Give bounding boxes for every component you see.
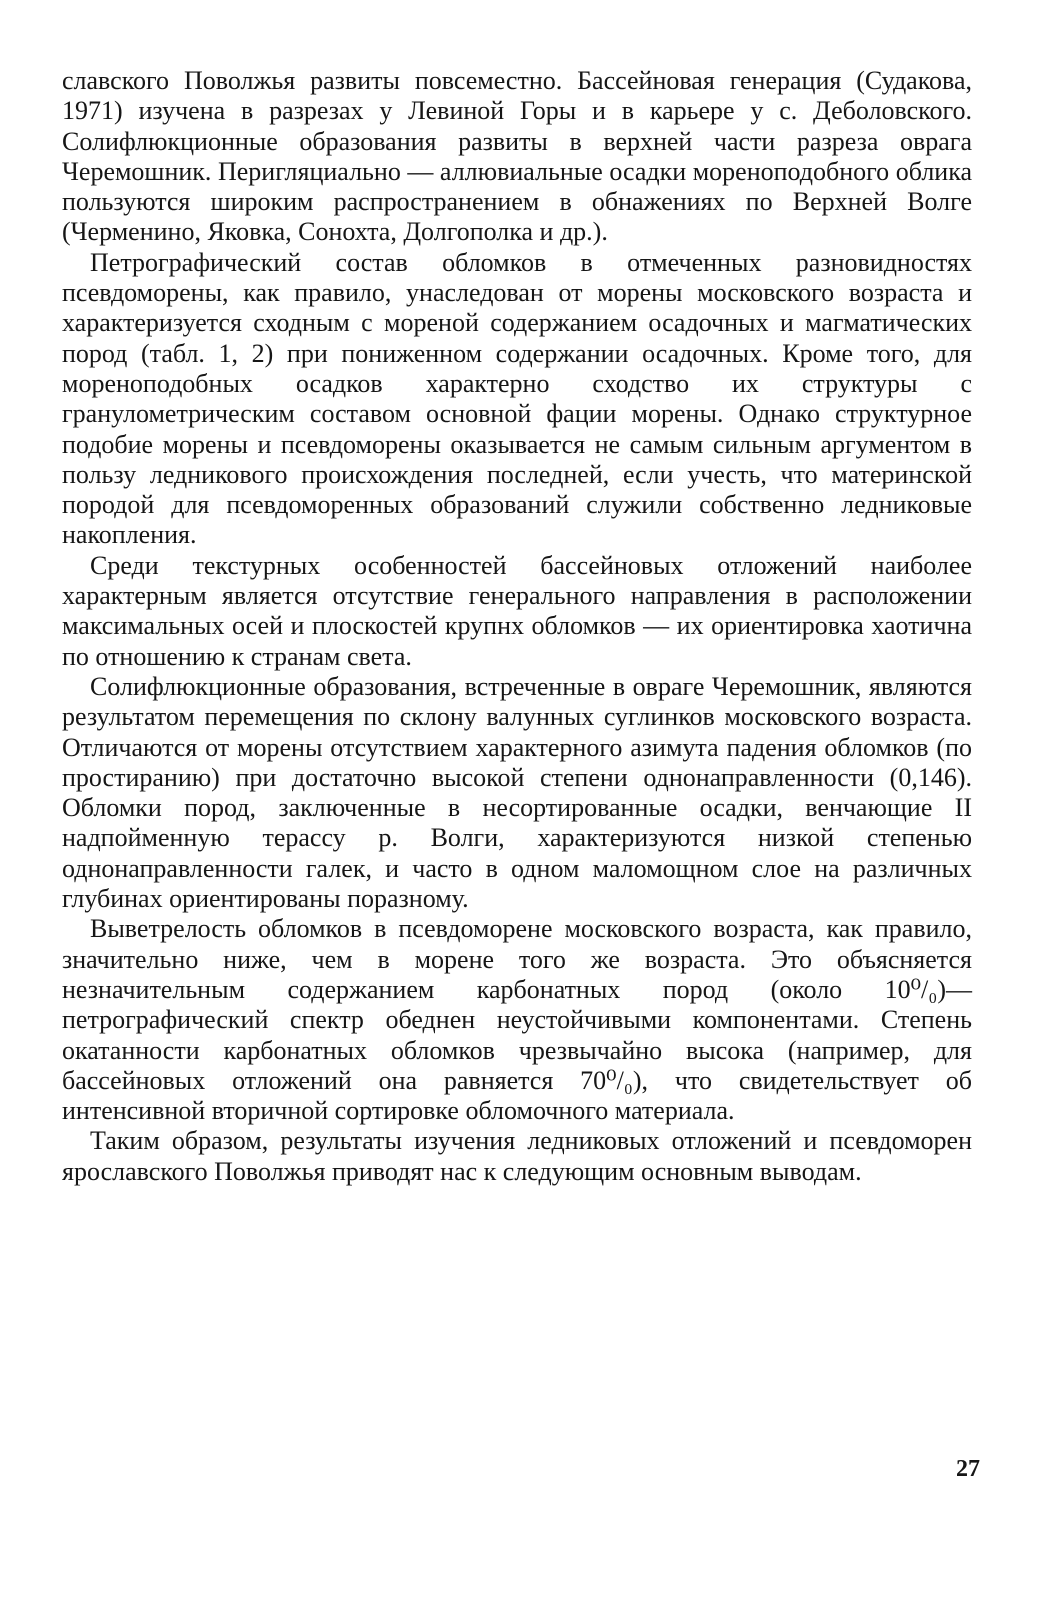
page-body xyxy=(62,66,972,1187)
paragraph-2: Петрографический состав обломков в отмеченных разновидностях псевдоморены, как правило, унаследован от морены московского возраста и характеризуется сходным с мореной содержанием осадочных и магматических пород (табл. 1, 2) при пониженном содержании осадочных. Кроме того, для мореноподобных осадков характерно сходство их структуры с гранулометрическим составом основной фации морены. Однако структурное подобие морены и псевдоморены оказывается не самым сильным аргументом в пользу ледникового происхождения последней, если учесть, что материнской породой для псевдоморенных образований служили собственно ледниковые накопления. xyxy=(62,247,972,550)
page-number: 27 xyxy=(956,1456,980,1482)
paragraph-6: Таким образом, результаты изучения ледниковых отложений и псевдоморен ярославского Поволжья приводят нас к следующим основным выводам. xyxy=(62,1126,972,1186)
paragraph-4: Солифлюкционные образования, встреченные в овраге Черемошник, являются результатом перемещения по склону валунных суглинков московского возраста. Отличаются от морены отсутствием характерного азимута падения обломков (по простиранию) при достаточно высокой степени однонаправленности (0,146). Обломки пород, заключенные в несортированные осадки, венчающие II надпойменную терассу р. Волги, характеризуются низкой степенью однонаправленности галек, и часто в одном маломощном слое на различных глубинах ориентированы поразному. xyxy=(62,671,972,914)
paragraph-1: славского Поволжья развиты повсеместно. Бассейновая генерация (Судакова, 1971) изучена в разрезах у Левиной Горы и в карьере у с. Деболовского. Солифлюкционные образования развиты в верхней части разреза оврага Черемошник. Перигляциально — аллювиальные осадки мореноподобного облика пользуются широким распространением в обнажениях по Верхней Волге (Черменино, Яковка, Сонохта, Долгополка и др.). xyxy=(62,66,972,247)
paragraph-3: Среди текстурных особенностей бассейновых отложений наиболее характерным является отсутствие генерального направления в расположении максимальных осей и плоскостей крупнх обломков — их ориентировка хаотична по отношению к странам света. xyxy=(62,550,972,671)
paragraph-5: Выветрелость обломков в псевдоморене московского возраста, как правило, значительно ниже, чем в морене того же возраста. Это объясняется незначительным содержанием карбонатных пород (около 10⁰/₀)—петрографический спектр обеднен неустойчивыми компонентами. Степень окатанности карбонатных обломков чрезвычайно высока (например, для бассейновых отложений она равняется 70⁰/₀), что свидетельствует об интенсивной вторичной сортировке обломочного материала. xyxy=(62,914,972,1126)
